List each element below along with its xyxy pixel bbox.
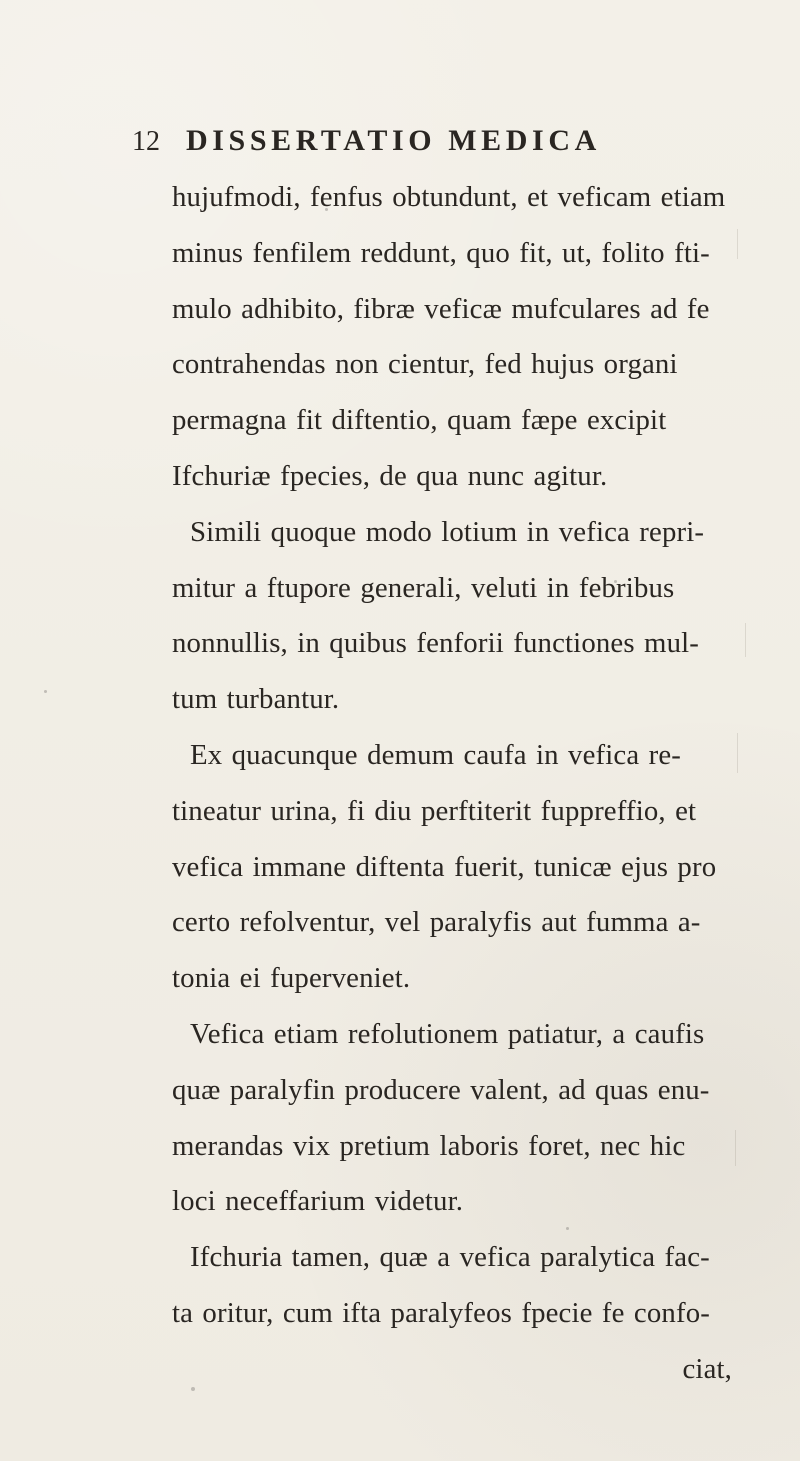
paper-speck	[325, 208, 328, 211]
paper-mark	[737, 229, 738, 259]
text-line: contrahendas non cientur, fed hujus organi	[172, 348, 678, 381]
text-line: hujufmodi, fenfus obtundunt, et veficam etiam	[172, 181, 726, 213]
text-line: vefica immane diftenta fuerit, tunicæ ejus pro	[172, 850, 717, 883]
page-number: 12	[132, 126, 160, 157]
running-title: DISSERTATIO MEDICA	[186, 124, 601, 157]
text-line: quæ paralyfin producere valent, ad quas enu-	[172, 1073, 710, 1106]
text-line: Vefica etiam refolutionem patiatur, a caufis	[190, 1017, 705, 1050]
text-line: minus fenfilem reddunt, quo fit, ut, folito fti-	[172, 236, 710, 269]
text-line: mitur a ftupore generali, veluti in febribus	[172, 571, 675, 604]
paper-speck	[566, 1227, 569, 1230]
paper-speck	[44, 690, 47, 693]
text-line: ta oritur, cum ifta paralyfeos fpecie fe confo-	[172, 1296, 710, 1329]
catchword: ciat,	[682, 1352, 732, 1385]
paper-mark	[735, 1130, 736, 1166]
text-line: certo refolventur, vel paralyfis aut fumma a-	[172, 906, 701, 939]
text-line: tum turbantur.	[172, 683, 340, 716]
text-line: Ifchuriæ fpecies, de qua nunc agitur.	[172, 459, 608, 492]
body-text	[172, 170, 742, 1398]
paper-mark	[745, 623, 746, 657]
page-header	[132, 124, 732, 164]
text-line: tonia ei fuperveniet.	[172, 962, 411, 995]
text-line: Ifchuria tamen, quæ a vefica paralytica fac-	[190, 1241, 710, 1274]
text-line: mulo adhibito, fibræ veficæ mufculares ad fe	[172, 292, 710, 325]
text-line: Simili quoque modo lotium in vefica repri-	[190, 515, 705, 548]
text-line: permagna fit diftentio, quam fæpe excipit	[172, 404, 667, 437]
text-line: nonnullis, in quibus fenforii functiones mul-	[172, 627, 700, 660]
text-line: merandas vix pretium laboris foret, nec hic	[172, 1129, 686, 1162]
paper-speck	[191, 1387, 195, 1391]
paper-speck	[614, 580, 617, 583]
paper-mark	[737, 733, 738, 773]
text-line: loci neceffarium videtur.	[172, 1185, 464, 1218]
text-line: tineatur urina, fi diu perftiterit fuppreffio, et	[172, 794, 697, 827]
text-line: Ex quacunque demum caufa in vefica re-	[190, 738, 682, 771]
